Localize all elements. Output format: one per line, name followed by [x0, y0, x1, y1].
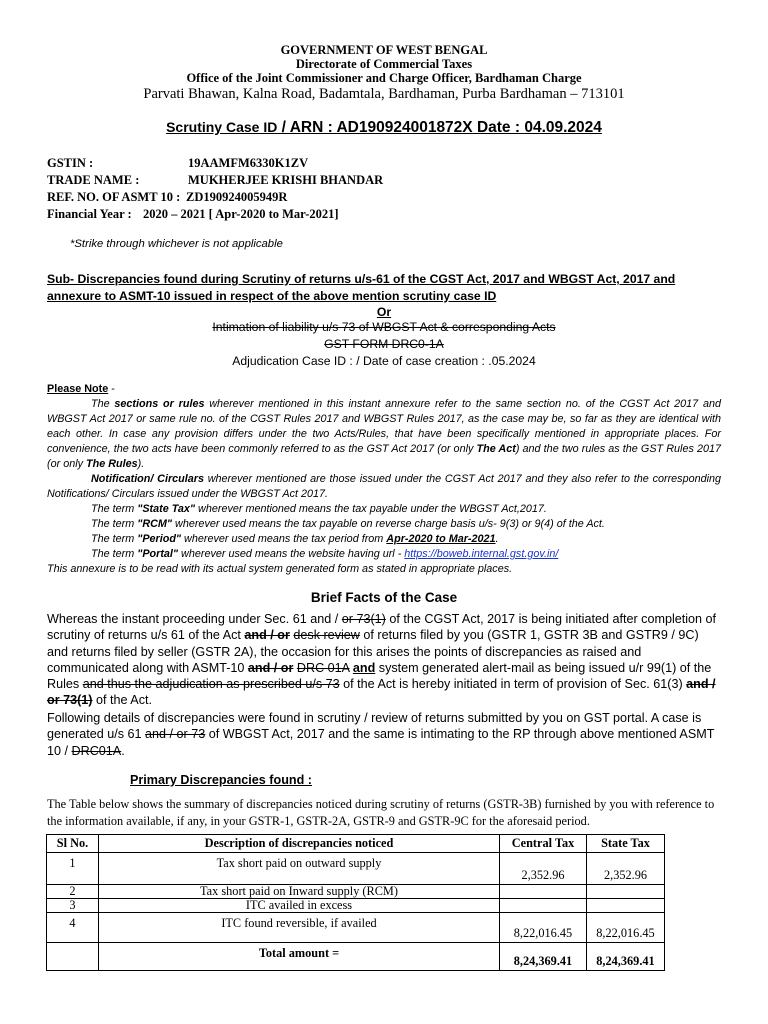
ref-no-value: ZD190924005949R — [186, 190, 288, 204]
note-p2-text: wherever mentioned are those issued under the CGST Act 2017 and they also refer to the corresponding Notifications/ Circulars issued under the WBGST Act 2017. — [47, 473, 721, 500]
brief-facts-heading: Brief Facts of the Case — [310, 590, 458, 605]
term-portal — [91, 547, 558, 562]
cell-state-tax: 2,352.96 — [587, 853, 665, 885]
brief-text: Following details of discrepancies were found in scrutiny / review of returns submitted by you on GST portal. A case is generated u/s 61 — [47, 711, 702, 742]
table-row — [47, 853, 665, 885]
cell-central-tax: 2,352.96 — [500, 853, 587, 885]
case-id-prefix: Scrutiny Case ID — [166, 119, 278, 135]
brief-text: Whereas the instant proceeding under Sec. 61 and / — [47, 612, 342, 626]
financial-year-value: 2020 – 2021 [ Apr-2020 to Mar-2021] — [143, 207, 339, 221]
case-date-label: Date : — [472, 119, 525, 136]
term-1-prefix: The term — [91, 503, 138, 515]
brief-strike: and thus the adjudication as prescribed u/s 73 — [82, 677, 340, 692]
col-central-tax: Central Tax — [500, 835, 587, 853]
cell-sl: 3 — [47, 899, 99, 913]
col-state-tax: State Tax — [587, 835, 665, 853]
cell-state-tax: 8,22,016.45 — [587, 913, 665, 943]
gstin-value: 19AAMFM6330K1ZV — [188, 156, 309, 170]
subject-line-2: annexure to ASMT-10 issued in respect of the above mention scrutiny case ID — [47, 289, 497, 303]
financial-year-label: Financial Year : — [47, 207, 132, 221]
subject-line-1: Sub- Discrepancies found during Scrutiny of returns u/s-61 of the CGST Act, 2017 and WBGST Act, 2017 and — [47, 272, 676, 286]
discrepancy-table — [46, 834, 665, 971]
government-title: GOVERNMENT OF WEST BENGAL — [280, 43, 488, 57]
directorate-title: Directorate of Commercial Taxes — [295, 57, 473, 71]
brief-text: of WBGST Act, 2017 and the same is intimating to the RP through above mentioned ASMT 10 / — [47, 727, 715, 758]
adjudication-line: Adjudication Case ID : / Date of case creation : .05.2024 — [232, 354, 536, 368]
cell-sl: 1 — [47, 853, 99, 885]
brief-text: system generated alert-mail as being issued u/r 99(1) of the Rules — [47, 660, 712, 692]
note-paragraph-2 — [47, 472, 721, 502]
brief-text: of the Act is hereby initiated in term of provision of Sec. 61(3) — [339, 677, 687, 692]
col-description: Description of discrepancies noticed — [99, 835, 500, 853]
brief-strike: desk review — [293, 628, 360, 643]
cell-central-tax — [500, 885, 587, 899]
brief-facts-paragraph-1 — [47, 611, 721, 709]
trade-name-label: TRADE NAME : — [47, 173, 140, 187]
intimation-line: Intimation of liability u/s 73 of WBGST Act & corresponding Acts — [212, 320, 556, 334]
please-note — [47, 382, 115, 397]
note-p1-the-act: The Act — [476, 443, 516, 455]
note-p1-text-3: ) and the two rules as the GST Rules 2017 (or only — [47, 443, 721, 470]
primary-discrepancies-heading: Primary Discrepancies found : — [130, 773, 312, 787]
note-p1-text-4: ). — [137, 458, 145, 470]
brief-strike: or 73(1) — [341, 612, 386, 626]
note-p1-text: The — [91, 398, 115, 410]
brief-text: of returns filed by you (GSTR 1, GSTR 3B and GSTR9 / 9C) and returns filed by seller (GSTR 2A), the occasion for this arises the points of discrepancies as raised and communicated along with ASMT-10 — [47, 628, 699, 675]
note-p1-bold: sections or rules — [114, 398, 205, 410]
brief-text: of the Act. — [92, 693, 153, 708]
cell-sl-empty — [47, 943, 99, 971]
cell-description: ITC availed in excess — [99, 899, 500, 913]
brief-strike: and / or — [247, 660, 294, 675]
term-2-text: wherever used means the tax payable on reverse charge basis u/s- 9(3) or 9(4) of the Act. — [172, 518, 605, 530]
gst-form-line: GST FORM DRC0-1A — [324, 337, 444, 351]
term-4-prefix: The term — [91, 548, 138, 560]
case-arn-value: AD190924001872X — [336, 119, 473, 136]
ref-no-label: REF. NO. OF ASMT 10 : — [47, 190, 181, 204]
table-row — [47, 885, 665, 899]
table-row — [47, 899, 665, 913]
term-1-text: wherever mentioned means the tax payable under the WBGST Act,2017. — [195, 503, 547, 515]
term-3-prefix: The term — [91, 533, 138, 545]
term-3-bold: "Period" — [137, 533, 182, 545]
term-4-bold: "Portal" — [137, 548, 179, 560]
cell-description: ITC found reversible, if availed — [99, 913, 500, 943]
office-address: Parvati Bhawan, Kalna Road, Badamtala, Bardhaman, Purba Bardhaman – 713101 — [143, 86, 625, 102]
total-label: Total amount = — [99, 943, 500, 971]
term-state-tax — [91, 502, 547, 517]
case-id-line — [0, 119, 768, 137]
brief-strike: DRC01A — [71, 743, 122, 758]
brief-strike: and / or — [244, 628, 290, 643]
term-period — [91, 532, 499, 547]
note-p1-the-rules: The Rules — [86, 458, 138, 470]
term-2-bold: "RCM" — [137, 518, 173, 530]
total-state-tax: 8,24,369.41 — [587, 943, 665, 971]
gstin-label: GSTIN : — [47, 156, 94, 170]
cell-state-tax — [587, 899, 665, 913]
term-3-end: . — [495, 533, 499, 545]
table-total-row — [47, 943, 665, 971]
cell-description: Tax short paid on Inward supply (RCM) — [99, 885, 500, 899]
cell-description: Tax short paid on outward supply — [99, 853, 500, 885]
cell-sl: 2 — [47, 885, 99, 899]
term-4-text: wherever used means the website having url - — [178, 548, 405, 560]
cell-sl: 4 — [47, 913, 99, 943]
office-title: Office of the Joint Commissioner and Charge Officer, Bardhaman Charge — [186, 71, 582, 85]
table-header-row — [47, 835, 665, 853]
term-1-bold: "State Tax" — [137, 503, 196, 515]
brief-strike: DRC 01A — [296, 660, 350, 675]
brief-text: . — [121, 743, 125, 758]
please-note-dash: - — [108, 383, 115, 395]
brief-facts-paragraph-2 — [47, 710, 721, 759]
brief-text: of the CGST Act, 2017 is being initiated after completion of scrutiny of returns u/s 61 of the Act — [47, 612, 717, 643]
note-p1-text-2: wherever mentioned in this instant annexure refer to the same section no. of the CGST Act 2017 and WBGST Act 2017 or same rule no. of the CGST Rules 2017 and WBGST Rules 2017, as the case may be, so far as they are identical with each other. In case any provision differs under the two Acts/Rules, that have been specifically mentioned in appropriate places. For convenience, the two acts have been commonly referred to as the GST Act 2017 (or only — [47, 398, 721, 455]
term-3-text: wherever used means the tax period from — [181, 533, 387, 545]
term-2-prefix: The term — [91, 518, 138, 530]
case-arn-separator: / ARN : — [277, 119, 337, 136]
cell-state-tax — [587, 885, 665, 899]
table-intro: The Table below shows the summary of discrepancies noticed during scrutiny of returns (GSTR-3B) furnished by you with reference to the information available, if any, in your GSTR-1, GSTR-2A, GSTR-9 and GSTR-9C for the aforesaid period. — [47, 797, 715, 828]
term-rcm — [91, 517, 605, 532]
please-note-heading: Please Note — [47, 383, 109, 395]
cell-central-tax: 8,22,016.45 — [500, 913, 587, 943]
brief-strike: and / or 73 — [145, 727, 206, 742]
portal-link[interactable]: https://boweb.internal.gst.gov.in/ — [404, 548, 559, 560]
strike-through-note: *Strike through whichever is not applicable — [70, 238, 283, 250]
col-sl-no: Sl No. — [47, 835, 99, 853]
subject-or: Or — [376, 305, 392, 319]
note-p2-bold: Notification/ Circulars — [91, 473, 204, 485]
annexure-closing-note: This annexure is to be read with its actual system generated form as stated in appropriate places. — [47, 563, 513, 575]
trade-name-value: MUKHERJEE KRISHI BHANDAR — [188, 173, 384, 187]
case-date-value: 04.09.2024 — [524, 119, 602, 136]
brief-emphasis: and — [352, 660, 376, 675]
total-central-tax: 8,24,369.41 — [500, 943, 587, 971]
term-3-period-value: Apr-2020 to Mar-2021 — [386, 533, 496, 545]
table-row — [47, 913, 665, 943]
brief-strike: and / or 73(1) — [47, 677, 716, 708]
note-paragraph-1 — [47, 397, 721, 472]
cell-central-tax — [500, 899, 587, 913]
